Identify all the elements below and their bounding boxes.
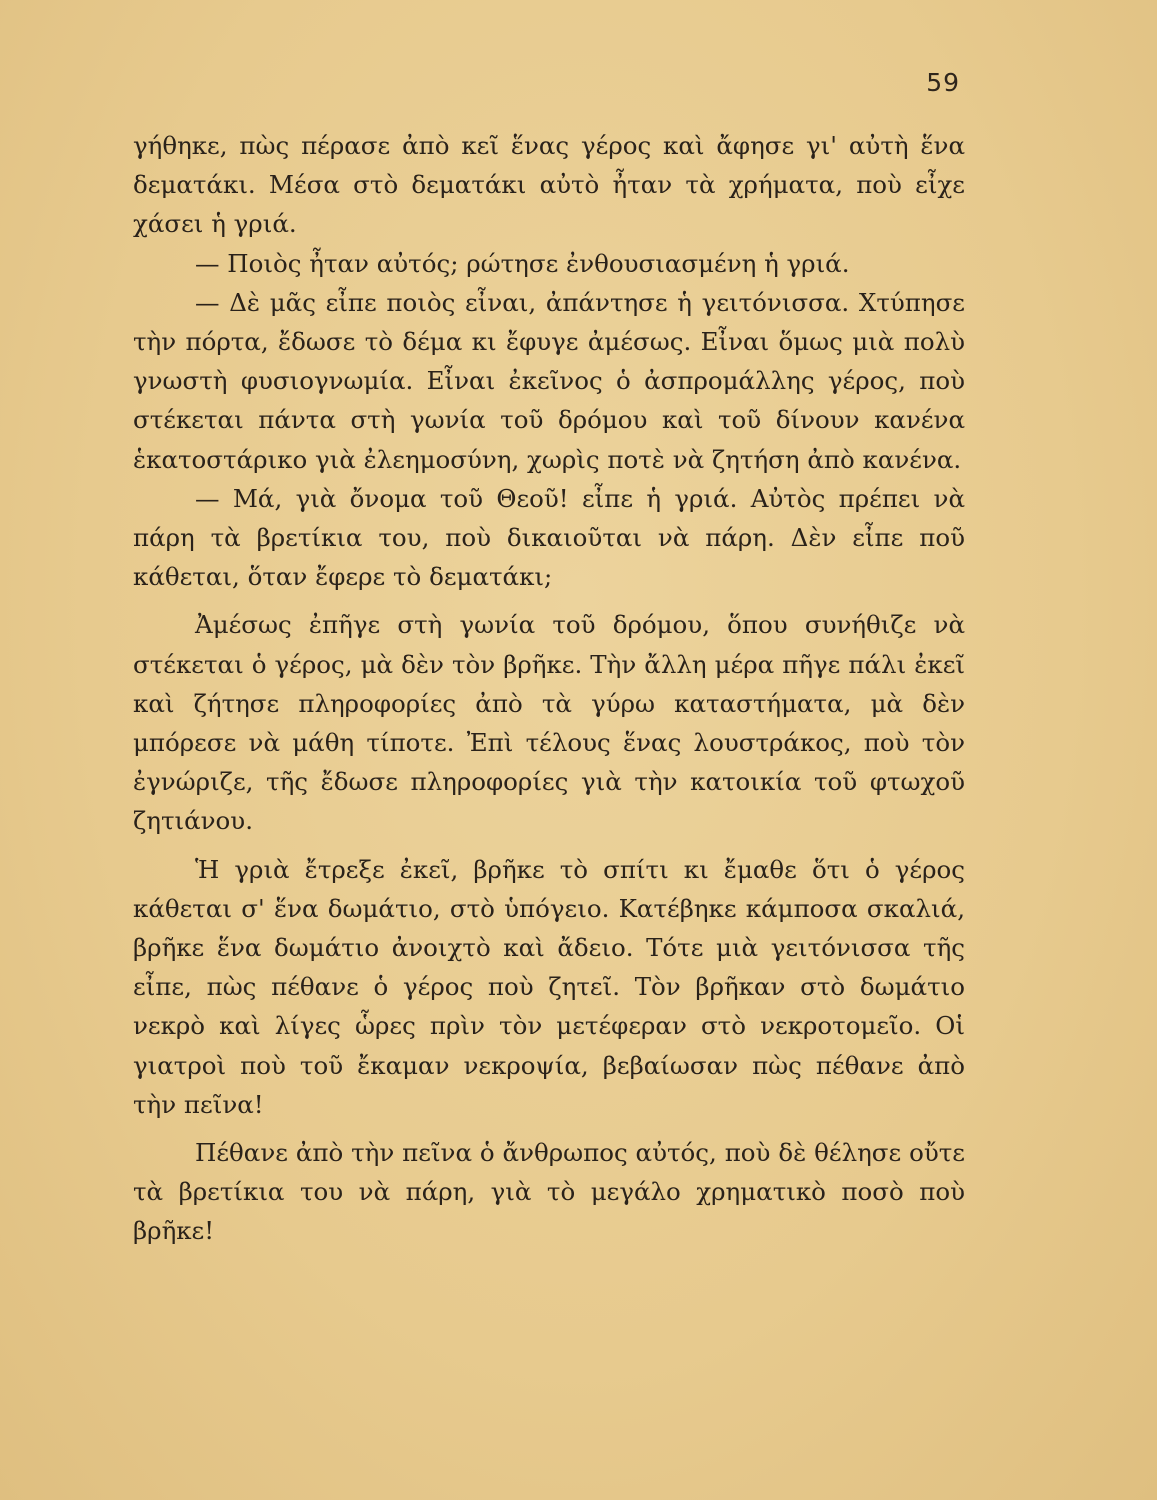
paragraph-continuation: γήθηκε, πὼς πέρασε ἀπὸ κεῖ ἕνας γέρος καὶ ἄφησε γι' αὐτὴ ἕνα δεματάκι. Μέσα στὸ δεματάκι αὐτὸ ἦταν τὰ χρήματα, ποὺ εἶχε χάσει ἡ γριά.	[133, 131, 965, 239]
page-number: 59	[926, 68, 960, 97]
paragraph-dialogue-1: — Ποιὸς ἦταν αὐτός; ρώτησε ἐνθουσιασμένη ἡ γριά.	[195, 248, 850, 278]
paragraph-narration-1: Ἀμέσως ἐπῆγε στὴ γωνία τοῦ δρόμου, ὅπου συνήθιζε νὰ στέκεται ὁ γέρος, μὰ δὲν τὸν βρῆκε. Τὴν ἄλλη μέρα πῆγε πάλι ἐκεῖ καὶ ζήτησε πληροφορίες ἀπὸ τὰ γύρω καταστήματα, μὰ δὲν μπόρεσε νὰ μάθη τίποτε. Ἐπὶ τέλους ἕνας λουστράκος, ποὺ τὸν ἐγνώριζε, τῆς ἔδωσε πληροφορίες γιὰ τὴν κατοικία τοῦ φτωχοῦ ζητιάνου.	[133, 610, 965, 836]
paragraph-dialogue-3: — Μά, γιὰ ὄνομα τοῦ Θεοῦ! εἶπε ἡ γριά. Αὐτὸς πρέπει νὰ πάρη τὰ βρετίκια του, ποὺ δικαιοῦται νὰ πάρη. Δὲν εἶπε ποῦ κάθεται, ὅταν ἔφερε τὸ δεματάκι;	[133, 483, 965, 592]
paragraph-narration-2: Ἡ γριὰ ἔτρεξε ἐκεῖ, βρῆκε τὸ σπίτι κι ἔμαθε ὅτι ὁ γέρος κάθεται σ' ἕνα δωμάτιο, στὸ ὑπόγειο. Κατέβηκε κάμποσα σκαλιά, βρῆκε ἕνα δωμάτιο ἀνοιχτὸ καὶ ἄδειο. Τότε μιὰ γειτόνισσα τῆς εἶπε, πὼς πέθανε ὁ γέρος ποὺ ζητεῖ. Τὸν βρῆκαν στὸ δωμάτιο νεκρὸ καὶ λίγες ὧρες πρὶν τὸν μετέφεραν στὸ νεκροτομεῖο. Οἱ γιατροὶ ποὺ τοῦ ἔκαμαν νεκροψία, βεβαίωσαν πὼς πέθανε ἀπὸ τὴν πεῖνα!	[133, 854, 965, 1119]
paragraph-dialogue-2: — Δὲ μᾶς εἶπε ποιὸς εἶναι, ἀπάντησε ἡ γειτόνισσα. Χτύπησε τὴν πόρτα, ἔδωσε τὸ δέμα κι ἔφυγε ἀμέσως. Εἶναι ὅμως μιὰ πολὺ γνωστὴ φυσιογνωμία. Εἶναι ἐκεῖνος ὁ ἀσπρομάλλης γέρος, ποὺ στέκεται πάντα στὴ γωνία τοῦ δρόμου καὶ τοῦ δίνουν κανένα ἑκατοστάρικο γιὰ ἐλεημοσύνη, χωρὶς ποτὲ νὰ ζητήση ἀπὸ κανένα.	[133, 287, 965, 474]
body-text	[133, 126, 965, 1251]
paragraph-narration-3: Πέθανε ἀπὸ τὴν πεῖνα ὁ ἄνθρωπος αὐτός, ποὺ δὲ θέλησε οὔτε τὰ βρετίκια του νὰ πάρη, γιὰ τὸ μεγάλο χρηματικὸ ποσὸ ποὺ βρῆκε!	[133, 1138, 965, 1246]
